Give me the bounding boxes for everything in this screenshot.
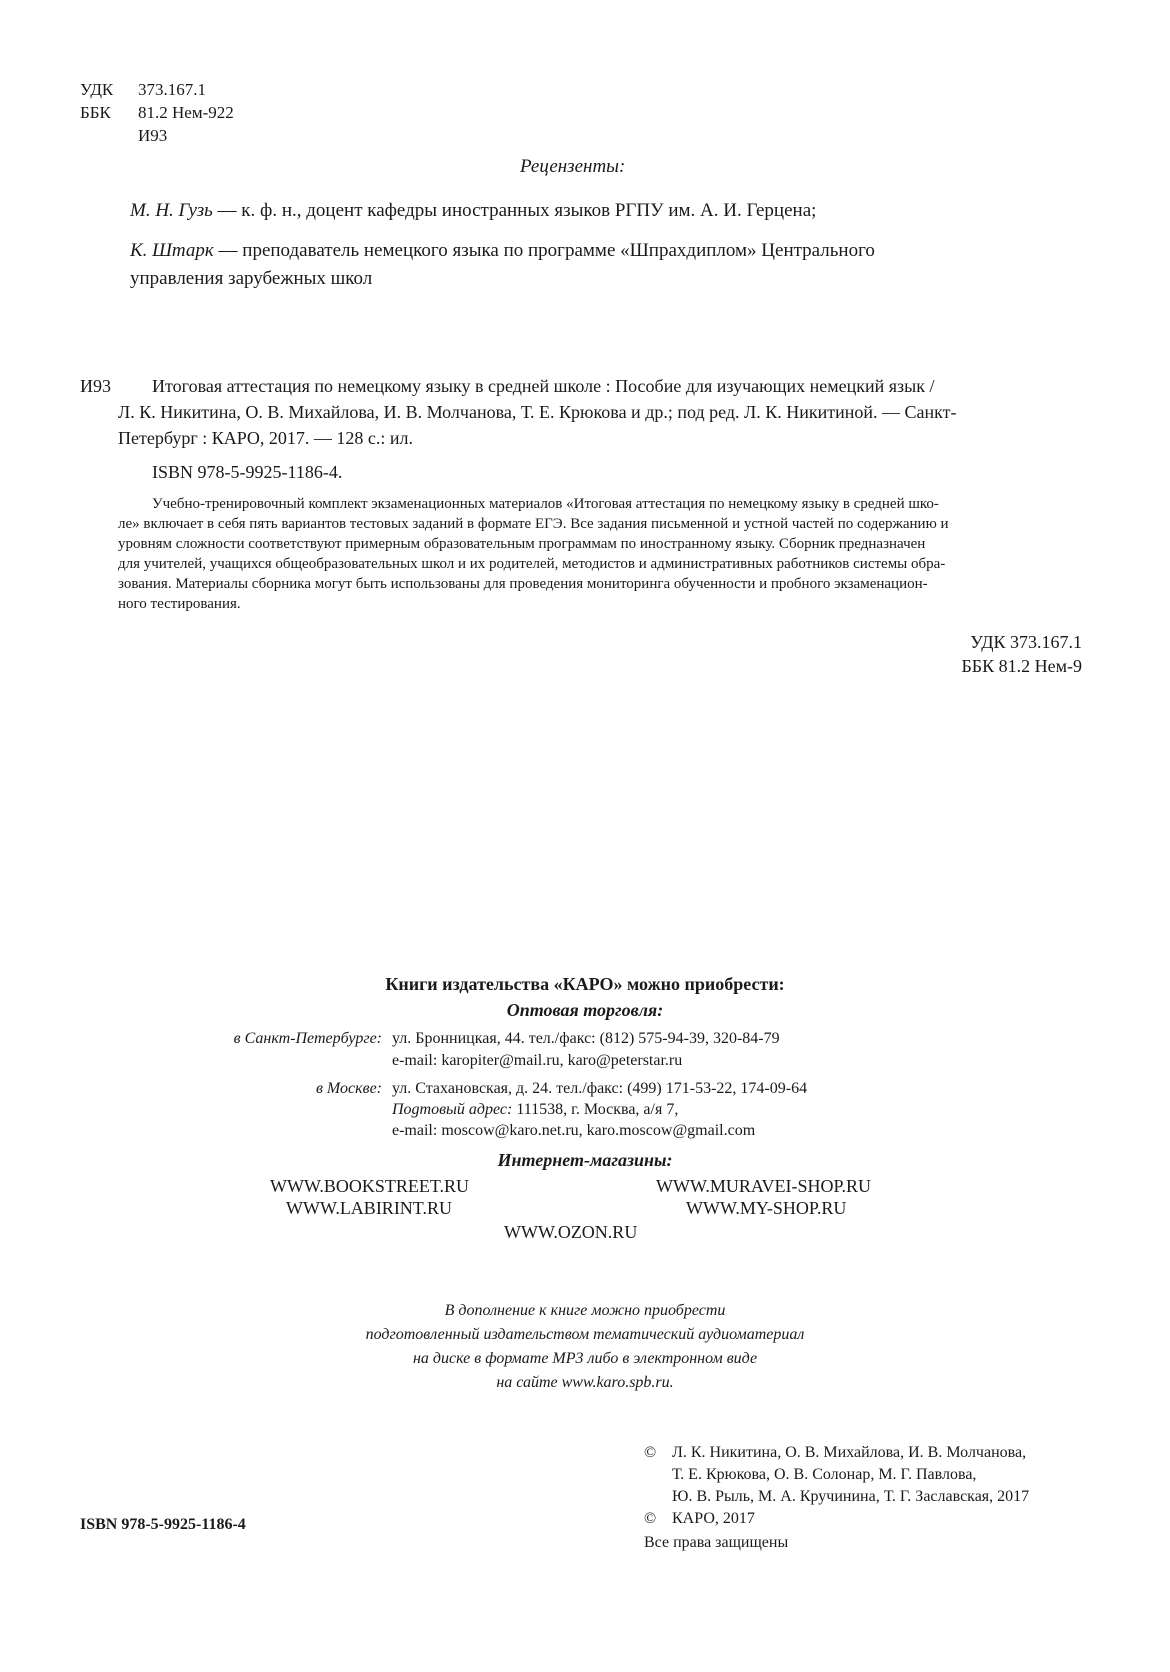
msk-postal (392, 1101, 678, 1119)
annotation-line-6: ного тестирования. (118, 596, 241, 612)
author-mark: И93 (138, 126, 168, 145)
reviewer-2-name: К. Штарк (130, 240, 214, 261)
isbn-bottom: ISBN 978-5-9925-1186-4 (80, 1516, 246, 1533)
bib-line-2: Л. К. Никитина, О. В. Михайлова, И. В. Молчанова, Т. Е. Крюкова и др.; под ред. Л. К. Никитиной. — Санкт- (118, 402, 957, 422)
bib-isbn: ISBN 978-5-9925-1186-4. (152, 462, 343, 482)
shop-link[interactable]: WWW.MY-SHOP.RU (686, 1198, 847, 1218)
audio-note-line-4: на сайте www.karo.spb.ru. (496, 1374, 674, 1391)
msk-postal-label: Поgтовый адрес: (392, 1101, 513, 1118)
copyright-authors-line-3: Ю. В. Рыль, М. А. Кручинина, Т. Г. Заславская, 2017 (672, 1488, 1030, 1505)
spb-label: в Санкт-Петербурге: (233, 1030, 382, 1047)
spb-email: e-mail: karopiter@mail.ru, karo@peterstar.ru (392, 1052, 683, 1069)
annotation-line-2: ле» включает в себя пять вариантов тестовых заданий в формате ЕГЭ. Все задания письменной и устной частей по содержанию и (118, 516, 949, 532)
bbk-label: ББК (80, 103, 111, 122)
reviewer-2-text: — преподаватель немецкого языка по программе «Шпрахдиплом» Центрального (213, 240, 875, 261)
audio-note-line-1: В дополнение к книге можно приобрести (444, 1302, 726, 1319)
audio-note-line-3: на диске в формате MP3 либо в электронном виде (412, 1350, 758, 1367)
audio-note-line-2: подготовленный издательством тематический аудиоматериал (365, 1326, 805, 1343)
shop-link[interactable]: WWW.BOOKSTREET.RU (270, 1176, 469, 1196)
msk-address: ул. Стахановская, д. 24. тел./факс: (499) 171-53-22, 174-09-64 (392, 1080, 808, 1097)
bib-line-1: Итоговая аттестация по немецкому языку в средней школе : Пособие для изучающих немецкий язык / (152, 376, 935, 396)
msk-label: в Москве: (315, 1080, 382, 1097)
copyright-authors-line-1: Л. К. Никитина, О. В. Михайлова, И. В. Молчанова, (672, 1444, 1027, 1461)
copyright-symbol: © (644, 1444, 657, 1461)
shop-link[interactable]: WWW.OZON.RU (504, 1222, 638, 1242)
annotation-line-5: зования. Материалы сборника могут быть использованы для проведения мониторинга обученности и пробного экзаменацион- (118, 576, 928, 592)
shops-heading: Интернет-магазины: (497, 1150, 673, 1170)
annotation-line-1: Учебно-тренировочный комплект экзаменационных материалов «Итоговая аттестация по немецкому языку в средней шко- (152, 496, 939, 512)
udk-label: УДК (80, 80, 114, 99)
udk-value: 373.167.1 (138, 80, 206, 99)
reviewers-heading: Рецензенты: (520, 156, 626, 177)
rights-reserved: Все права защищены (644, 1534, 789, 1551)
reviewer-2-line-1 (130, 240, 875, 262)
bbk-final: ББК 81.2 Нем-9 (961, 656, 1082, 676)
copyright-publisher: КАРО, 2017 (672, 1510, 755, 1527)
shop-link[interactable]: WWW.LABIRINT.RU (286, 1198, 452, 1218)
msk-postal-text: 111538, г. Москва, а/я 7, (512, 1101, 679, 1118)
reviewer-2-line-2: управления зарубежных школ (130, 268, 373, 289)
bib-mark: И93 (80, 376, 111, 396)
bib-line-3: Петербург : КАРО, 2017. — 128 с.: ил. (118, 428, 414, 448)
bbk-value: 81.2 Нем-922 (138, 103, 234, 122)
reviewer-1-text: — к. ф. н., доцент кафедры иностранных языков РГПУ им. А. И. Герцена; (212, 200, 817, 221)
copyright-symbol: © (644, 1510, 657, 1527)
annotation-line-3: уровням сложности соответствуют примерным образовательным программам по иностранному языку. Сборник предназначен (118, 536, 926, 552)
copyright-authors-line-2: Т. Е. Крюкова, О. В. Солонар, М. Г. Павлова, (672, 1466, 977, 1483)
reviewer-1-name: М. Н. Гузь (130, 200, 213, 221)
annotation-line-4: для учителей, учащихся общеобразовательных школ и их родителей, методистов и административных работников системы обра- (118, 556, 946, 572)
publisher-heading: Книги издательства «КАРО» можно приобрести: (385, 974, 785, 994)
reviewer-1 (130, 200, 816, 222)
msk-email: e-mail: moscow@karo.net.ru, karo.moscow@gmail.com (392, 1122, 756, 1139)
udk-final: УДК 373.167.1 (970, 632, 1082, 652)
spb-address: ул. Бронницкая, 44. тел./факс: (812) 575-94-39, 320-84-79 (392, 1030, 780, 1047)
shop-link[interactable]: WWW.MURAVEI-SHOP.RU (656, 1176, 872, 1196)
wholesale-heading: Оптовая торговля: (506, 1000, 664, 1020)
